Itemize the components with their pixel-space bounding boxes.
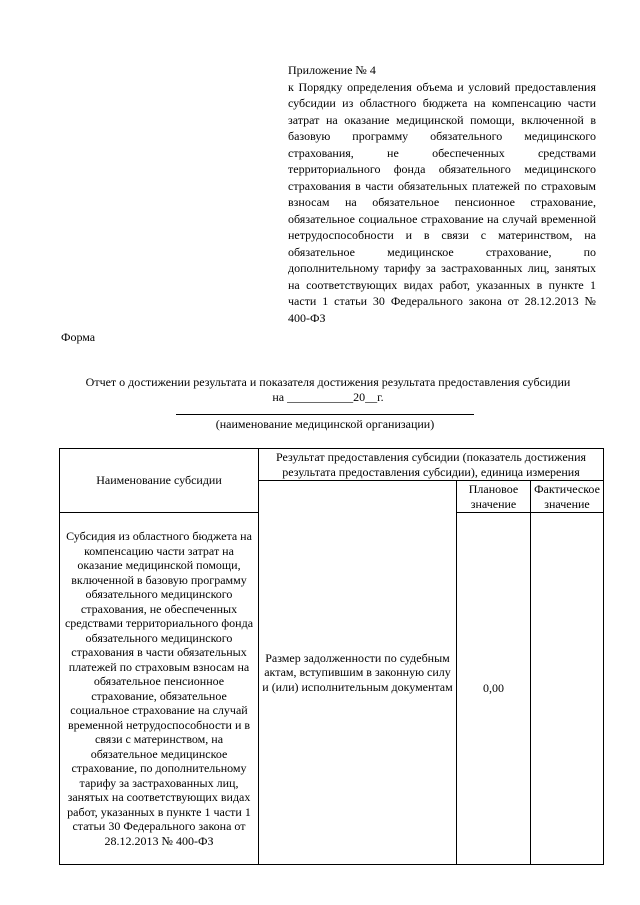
appendix-title: Приложение № 4 [288,63,376,77]
actual-value-cell [531,513,604,865]
report-title [50,375,606,405]
header-subsidy-name: Наименование субсидии [60,449,259,513]
report-title-line2: на ___________20__г. [272,390,384,404]
planned-value-cell: 0,00 [457,513,531,865]
report-table [59,448,604,865]
appendix-block [288,62,596,326]
form-label: Форма [61,330,96,344]
organization-name-caption: (наименование медицинской организации) [215,417,435,431]
header-planned: Плановое значение [457,481,531,513]
header-result-group: Результат предоставления субсидии (показатель достижения результата предоставления субсидии), единица измерения [259,449,604,481]
appendix-body: к Порядку определения объема и условий предоставления субсидии из областного бюджета на компенсацию части затрат на оказание медицинской помощи, включенной в базовую программу обязательного медицинского страхования, не обеспеченных средствами территориального фонда обязательного медицинского страхования в части обязательных платежей по страховым взносам на обязательное пенсионное страхование, обязательное социальное страхование на случай временной нетрудоспособности и в связи с материнством, на обязательное медицинское страхование, по дополнительному тарифу за застрахованных лиц, занятых на соответствующих видах работ, указанных в пункте 1 части 1 статьи 30 Федерального закона от 28.12.2013 № 400-ФЗ [288,79,596,325]
table-header-row [60,449,604,481]
result-cell: Размер задолженности по судебным актам, вступившим в законную силу и (или) исполнительным документам [259,481,457,865]
organization-name-line [176,414,474,415]
header-actual: Фактическое значение [531,481,604,513]
subsidy-name-cell: Субсидия из областного бюджета на компенсацию части затрат на оказание медицинской помощи, включенной в базовую программу обязательного медицинского страхования, не обеспеченных средствами территориального фонда обязательного медицинского страхования в части обязательных платежей по страховым взносам на обязательное пенсионное страхование, обязательное социальное страхование на случай временной нетрудоспособности и в связи с материнством, на обязательное медицинское страхование, по дополнительному тарифу за застрахованных лиц, занятых на соответствующих видах работ, указанных в пункте 1 части 1 статьи 30 Федерального закона от 28.12.2013 № 400-ФЗ [60,513,259,865]
report-title-line1: Отчет о достижении результата и показателя достижения результата предоставления субсидии [85,375,571,389]
